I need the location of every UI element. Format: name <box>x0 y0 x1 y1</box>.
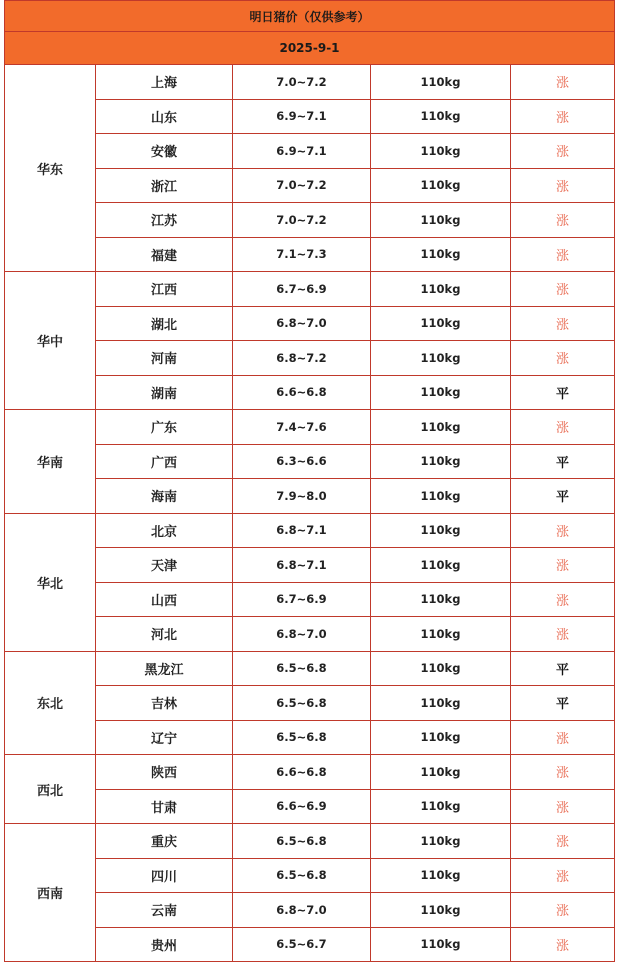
city-name: 河北 <box>96 617 233 652</box>
city-name: 湖北 <box>96 306 233 341</box>
table-row <box>5 617 615 652</box>
price-range: 6.6~6.8 <box>233 375 371 410</box>
weight-value: 110kg <box>371 893 511 928</box>
table-row <box>5 134 615 169</box>
price-range: 7.1~7.3 <box>233 237 371 272</box>
price-range: 6.5~6.7 <box>233 927 371 962</box>
price-range: 6.5~6.8 <box>233 720 371 755</box>
table-row <box>5 410 615 445</box>
weight-value: 110kg <box>371 237 511 272</box>
trend-indicator: 平 <box>511 375 615 410</box>
region-name: 华东 <box>5 65 96 272</box>
table-row <box>5 168 615 203</box>
price-range: 6.6~6.8 <box>233 755 371 790</box>
city-name: 重庆 <box>96 824 233 859</box>
trend-indicator: 平 <box>511 686 615 721</box>
weight-value: 110kg <box>371 341 511 376</box>
table-row <box>5 203 615 238</box>
price-range: 6.7~6.9 <box>233 582 371 617</box>
weight-value: 110kg <box>371 168 511 203</box>
weight-value: 110kg <box>371 410 511 445</box>
city-name: 贵州 <box>96 927 233 962</box>
pig-price-table <box>4 0 615 962</box>
price-range: 7.4~7.6 <box>233 410 371 445</box>
table-row <box>5 686 615 721</box>
city-name: 陕西 <box>96 755 233 790</box>
price-range: 6.8~7.0 <box>233 893 371 928</box>
price-range: 6.5~6.8 <box>233 858 371 893</box>
trend-indicator: 涨 <box>511 720 615 755</box>
price-range: 6.9~7.1 <box>233 134 371 169</box>
trend-indicator: 平 <box>511 444 615 479</box>
table-row <box>5 927 615 962</box>
city-name: 河南 <box>96 341 233 376</box>
city-name: 广西 <box>96 444 233 479</box>
table-body <box>5 1 615 962</box>
date-row <box>5 32 615 65</box>
region-name: 华南 <box>5 410 96 514</box>
weight-value: 110kg <box>371 306 511 341</box>
weight-value: 110kg <box>371 375 511 410</box>
table-row <box>5 755 615 790</box>
trend-indicator: 涨 <box>511 755 615 790</box>
trend-indicator: 涨 <box>511 893 615 928</box>
trend-indicator: 涨 <box>511 99 615 134</box>
price-range: 6.9~7.1 <box>233 99 371 134</box>
weight-value: 110kg <box>371 755 511 790</box>
price-range: 6.8~7.1 <box>233 513 371 548</box>
price-range: 6.6~6.9 <box>233 789 371 824</box>
weight-value: 110kg <box>371 444 511 479</box>
weight-value: 110kg <box>371 927 511 962</box>
price-range: 7.0~7.2 <box>233 203 371 238</box>
table-row <box>5 375 615 410</box>
trend-indicator: 涨 <box>511 65 615 100</box>
trend-indicator: 涨 <box>511 272 615 307</box>
city-name: 江西 <box>96 272 233 307</box>
trend-indicator: 平 <box>511 651 615 686</box>
city-name: 四川 <box>96 858 233 893</box>
table-row <box>5 341 615 376</box>
table-row <box>5 893 615 928</box>
price-range: 7.0~7.2 <box>233 168 371 203</box>
price-range: 6.5~6.8 <box>233 686 371 721</box>
table-date: 2025-9-1 <box>5 32 615 65</box>
price-range: 6.3~6.6 <box>233 444 371 479</box>
trend-indicator: 涨 <box>511 617 615 652</box>
table-row <box>5 65 615 100</box>
table-row <box>5 651 615 686</box>
weight-value: 110kg <box>371 651 511 686</box>
price-range: 6.8~7.0 <box>233 617 371 652</box>
table-row <box>5 99 615 134</box>
weight-value: 110kg <box>371 548 511 583</box>
weight-value: 110kg <box>371 582 511 617</box>
price-range: 6.7~6.9 <box>233 272 371 307</box>
table-row <box>5 858 615 893</box>
price-range: 6.8~7.1 <box>233 548 371 583</box>
city-name: 吉林 <box>96 686 233 721</box>
weight-value: 110kg <box>371 789 511 824</box>
city-name: 安徽 <box>96 134 233 169</box>
weight-value: 110kg <box>371 272 511 307</box>
weight-value: 110kg <box>371 203 511 238</box>
city-name: 北京 <box>96 513 233 548</box>
table-row <box>5 306 615 341</box>
trend-indicator: 涨 <box>511 582 615 617</box>
trend-indicator: 涨 <box>511 203 615 238</box>
table-row <box>5 513 615 548</box>
weight-value: 110kg <box>371 513 511 548</box>
city-name: 天津 <box>96 548 233 583</box>
trend-indicator: 涨 <box>511 134 615 169</box>
table-row <box>5 824 615 859</box>
weight-value: 110kg <box>371 617 511 652</box>
trend-indicator: 平 <box>511 479 615 514</box>
table-row <box>5 548 615 583</box>
trend-indicator: 涨 <box>511 306 615 341</box>
city-name: 山东 <box>96 99 233 134</box>
weight-value: 110kg <box>371 99 511 134</box>
trend-indicator: 涨 <box>511 927 615 962</box>
city-name: 海南 <box>96 479 233 514</box>
trend-indicator: 涨 <box>511 548 615 583</box>
weight-value: 110kg <box>371 720 511 755</box>
trend-indicator: 涨 <box>511 858 615 893</box>
weight-value: 110kg <box>371 479 511 514</box>
city-name: 浙江 <box>96 168 233 203</box>
city-name: 上海 <box>96 65 233 100</box>
region-name: 华北 <box>5 513 96 651</box>
trend-indicator: 涨 <box>511 341 615 376</box>
trend-indicator: 涨 <box>511 168 615 203</box>
region-name: 西北 <box>5 755 96 824</box>
city-name: 云南 <box>96 893 233 928</box>
city-name: 甘肃 <box>96 789 233 824</box>
title-row <box>5 1 615 32</box>
city-name: 江苏 <box>96 203 233 238</box>
trend-indicator: 涨 <box>511 789 615 824</box>
region-name: 西南 <box>5 824 96 962</box>
region-name: 东北 <box>5 651 96 755</box>
table-row <box>5 789 615 824</box>
weight-value: 110kg <box>371 65 511 100</box>
price-range: 7.0~7.2 <box>233 65 371 100</box>
weight-value: 110kg <box>371 824 511 859</box>
price-range: 6.5~6.8 <box>233 651 371 686</box>
table-row <box>5 720 615 755</box>
price-range: 6.8~7.2 <box>233 341 371 376</box>
table-row <box>5 444 615 479</box>
table-row <box>5 479 615 514</box>
table-row <box>5 582 615 617</box>
table-row <box>5 272 615 307</box>
weight-value: 110kg <box>371 686 511 721</box>
price-range: 7.9~8.0 <box>233 479 371 514</box>
trend-indicator: 涨 <box>511 410 615 445</box>
price-range: 6.5~6.8 <box>233 824 371 859</box>
city-name: 福建 <box>96 237 233 272</box>
city-name: 广东 <box>96 410 233 445</box>
region-name: 华中 <box>5 272 96 410</box>
table-title: 明日猪价（仅供参考） <box>5 1 615 32</box>
weight-value: 110kg <box>371 134 511 169</box>
city-name: 黑龙江 <box>96 651 233 686</box>
trend-indicator: 涨 <box>511 824 615 859</box>
table-row <box>5 237 615 272</box>
city-name: 辽宁 <box>96 720 233 755</box>
city-name: 湖南 <box>96 375 233 410</box>
price-range: 6.8~7.0 <box>233 306 371 341</box>
trend-indicator: 涨 <box>511 237 615 272</box>
city-name: 山西 <box>96 582 233 617</box>
trend-indicator: 涨 <box>511 513 615 548</box>
weight-value: 110kg <box>371 858 511 893</box>
